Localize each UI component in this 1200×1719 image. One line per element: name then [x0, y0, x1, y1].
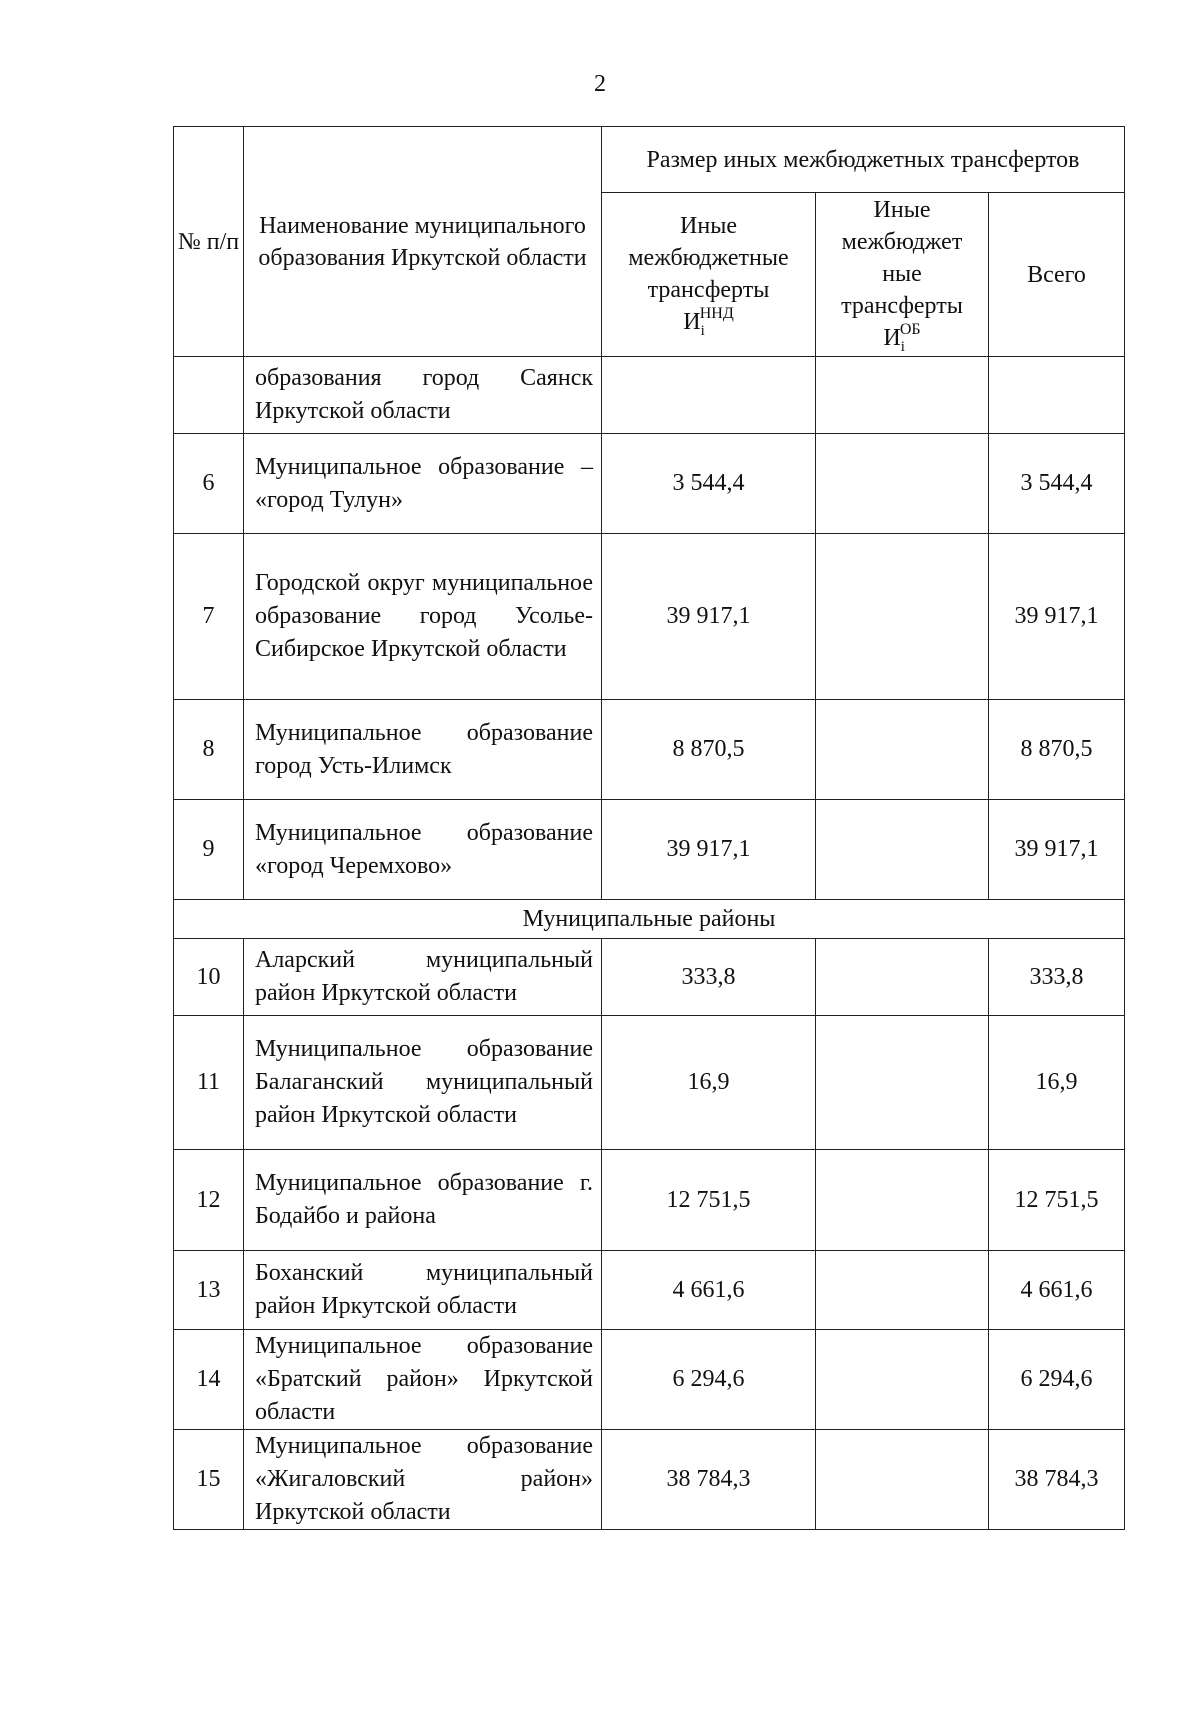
row-num: 7	[174, 534, 244, 700]
row-name: Муниципальное образование г. Бодайбо и района	[244, 1150, 602, 1251]
row-nnd: 38 784,3	[602, 1430, 816, 1530]
transfers-table	[173, 126, 1125, 1530]
row-ob	[816, 357, 989, 434]
nnd-symbol: И	[683, 309, 701, 335]
row-nnd: 16,9	[602, 1016, 816, 1150]
row-total: 39 917,1	[989, 800, 1125, 900]
row-name: Муниципальное образование – «город Тулун»	[244, 434, 602, 534]
row-num: 14	[174, 1330, 244, 1430]
row-total: 4 661,6	[989, 1251, 1125, 1330]
row-ob	[816, 800, 989, 900]
page-number: 2	[594, 71, 606, 97]
ob-sub: i	[900, 339, 905, 355]
row-nnd: 6 294,6	[602, 1330, 816, 1430]
table-row	[174, 700, 1125, 800]
row-nnd: 12 751,5	[602, 1150, 816, 1251]
table-row	[174, 357, 1125, 434]
row-total: 39 917,1	[989, 534, 1125, 700]
row-nnd: 333,8	[602, 939, 816, 1016]
row-total: 16,9	[989, 1016, 1125, 1150]
table-row	[174, 1430, 1125, 1530]
header-col-nnd-symbol	[602, 306, 815, 339]
row-num: 15	[174, 1430, 244, 1530]
row-name: Муниципальное образование «Братский район» Иркутской области	[244, 1330, 602, 1430]
row-ob	[816, 1016, 989, 1150]
row-name: Муниципальное образование «Жигаловский район» Иркутской области	[244, 1430, 602, 1530]
row-ob	[816, 1430, 989, 1530]
row-nnd: 8 870,5	[602, 700, 816, 800]
row-num: 6	[174, 434, 244, 534]
row-num: 9	[174, 800, 244, 900]
header-col-ob	[816, 193, 989, 357]
table-row	[174, 1330, 1125, 1430]
table-row	[174, 939, 1125, 1016]
table-row	[174, 1016, 1125, 1150]
row-ob	[816, 534, 989, 700]
header-col-nnd-label: Иные межбюджетные трансферты	[628, 213, 789, 303]
row-ob	[816, 1330, 989, 1430]
row-total: 3 544,4	[989, 434, 1125, 534]
row-ob	[816, 1251, 989, 1330]
row-num: 12	[174, 1150, 244, 1251]
nnd-sup: ННД	[699, 305, 734, 322]
ob-sup: ОБ	[899, 321, 921, 338]
row-total: 6 294,6	[989, 1330, 1125, 1430]
row-num	[174, 357, 244, 434]
row-nnd: 3 544,4	[602, 434, 816, 534]
row-num: 13	[174, 1251, 244, 1330]
table-row	[174, 1251, 1125, 1330]
section-row	[174, 900, 1125, 939]
header-group: Размер иных межбюджетных трансфертов	[602, 127, 1125, 193]
header-col-ob-symbol	[816, 322, 988, 355]
row-name: Боханский муниципальный район Иркутской области	[244, 1251, 602, 1330]
row-nnd: 39 917,1	[602, 800, 816, 900]
row-total: 333,8	[989, 939, 1125, 1016]
row-name: образования город Саянск Иркутской области	[244, 357, 602, 434]
row-name: Городской округ муниципальное образование город Усолье-Сибирское Иркутской области	[244, 534, 602, 700]
row-ob	[816, 1150, 989, 1251]
row-ob	[816, 434, 989, 534]
nnd-sub: i	[700, 323, 705, 339]
header-num: № п/п	[174, 127, 244, 357]
row-total: 8 870,5	[989, 700, 1125, 800]
row-num: 11	[174, 1016, 244, 1150]
ob-symbol: И	[883, 325, 901, 351]
section-title: Муниципальные районы	[174, 900, 1125, 939]
row-num: 8	[174, 700, 244, 800]
row-nnd: 4 661,6	[602, 1251, 816, 1330]
table-row	[174, 800, 1125, 900]
row-name: Муниципальное образование город Усть-Илимск	[244, 700, 602, 800]
row-num: 10	[174, 939, 244, 1016]
row-nnd	[602, 357, 816, 434]
header-col-nnd	[602, 193, 816, 357]
table-row	[174, 534, 1125, 700]
row-name: Аларский муниципальный район Иркутской области	[244, 939, 602, 1016]
table-row	[174, 1150, 1125, 1251]
row-total: 38 784,3	[989, 1430, 1125, 1530]
header-col-total: Всего	[989, 193, 1125, 357]
row-total: 12 751,5	[989, 1150, 1125, 1251]
row-ob	[816, 939, 989, 1016]
row-nnd: 39 917,1	[602, 534, 816, 700]
row-name: Муниципальное образование Балаганский муниципальный район Иркутской области	[244, 1016, 602, 1150]
header-col-ob-label: Иные межбюджет ные трансферты	[841, 197, 963, 319]
row-total	[989, 357, 1125, 434]
row-name: Муниципальное образование «город Черемхово»	[244, 800, 602, 900]
header-name: Наименование муниципального образования Иркутской области	[244, 127, 602, 357]
row-ob	[816, 700, 989, 800]
table-row	[174, 434, 1125, 534]
header-row-1	[174, 127, 1125, 193]
